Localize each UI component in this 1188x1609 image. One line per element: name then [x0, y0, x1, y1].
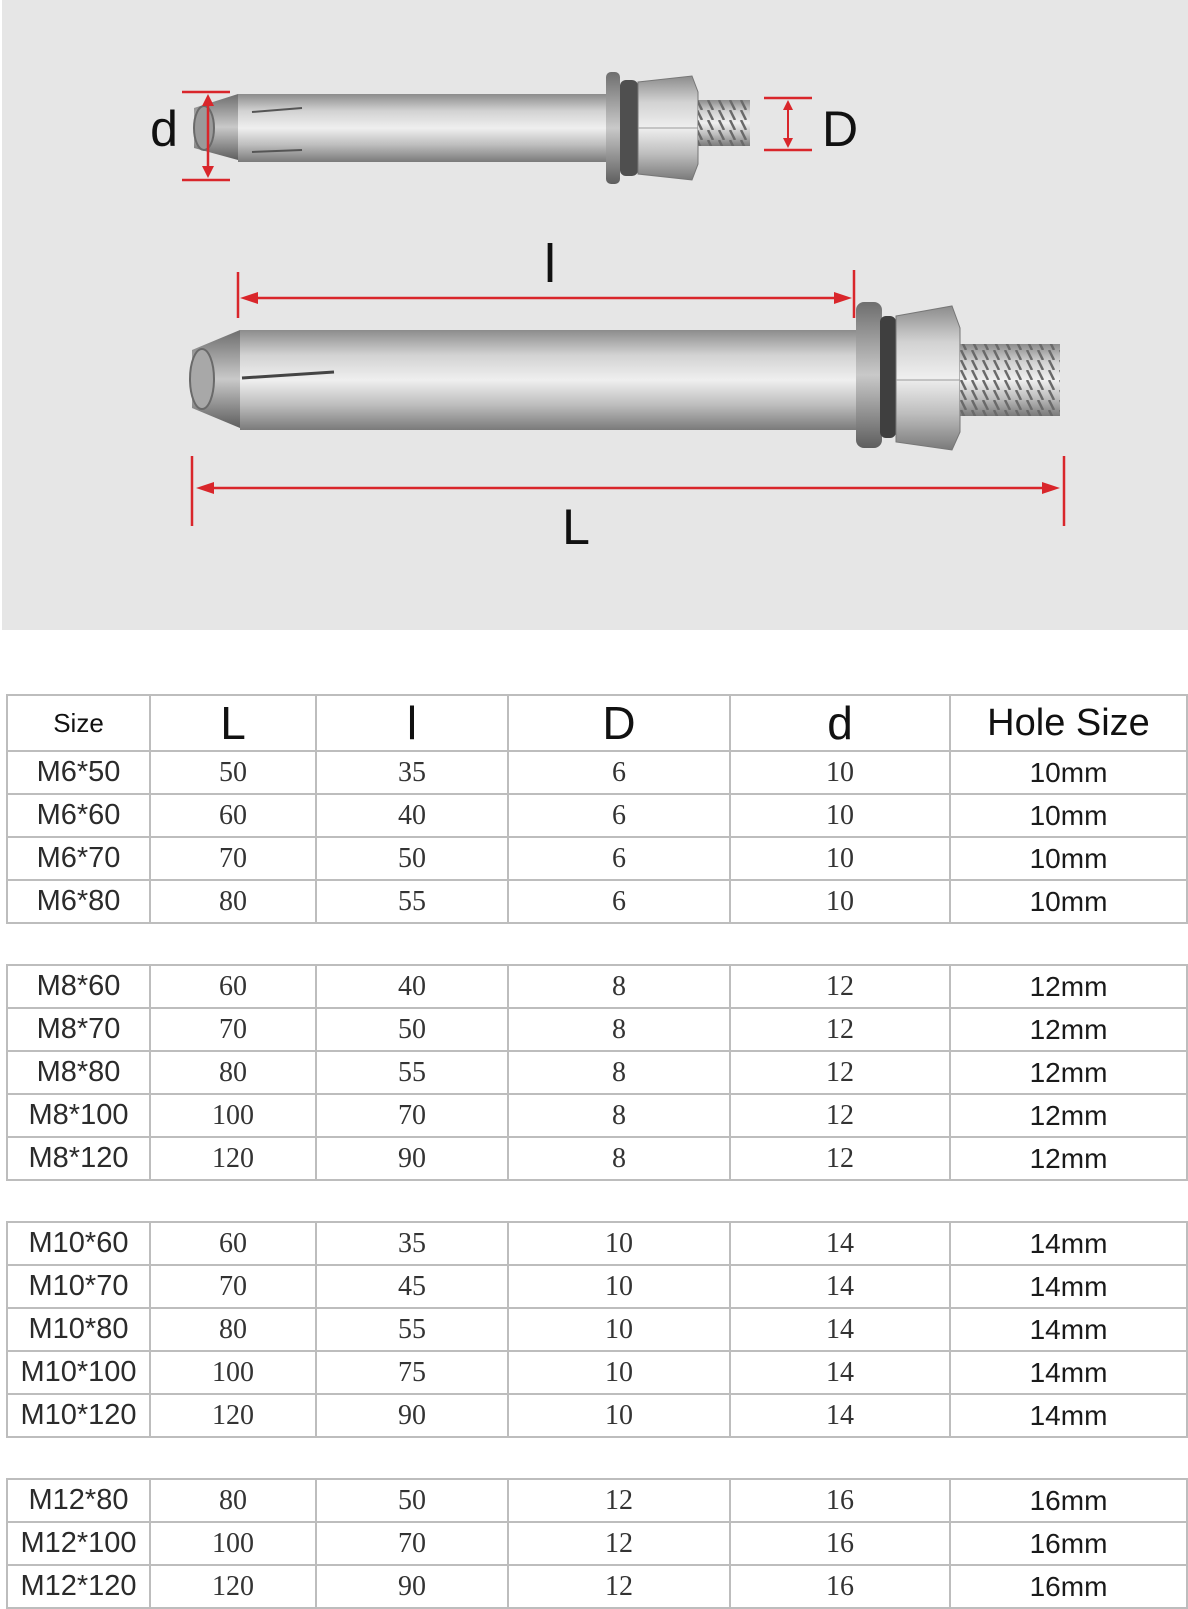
cell-D: 8	[508, 1051, 730, 1094]
cell-l: 40	[316, 794, 508, 837]
table-row	[7, 1565, 1187, 1608]
cell-size: M10*100	[7, 1351, 150, 1394]
group-separator-cell	[7, 1437, 1187, 1479]
cell-l: 40	[316, 965, 508, 1008]
cell-size: M12*120	[7, 1565, 150, 1608]
cell-size: M6*60	[7, 794, 150, 837]
cell-hole-size: 16mm	[950, 1522, 1187, 1565]
cell-l: 55	[316, 1051, 508, 1094]
cell-hole-size: 12mm	[950, 965, 1187, 1008]
cell-L: 80	[150, 1308, 316, 1351]
cell-D: 10	[508, 1222, 730, 1265]
bolt-diagram	[2, 0, 1188, 630]
cell-size: M6*50	[7, 751, 150, 794]
cell-D: 10	[508, 1394, 730, 1437]
large-anchor-bolt-image	[190, 302, 1060, 450]
table-row	[7, 1265, 1187, 1308]
cell-D: 6	[508, 837, 730, 880]
cell-size: M8*60	[7, 965, 150, 1008]
group-separator-cell	[7, 1180, 1187, 1222]
table-row	[7, 1522, 1187, 1565]
cell-size: M8*120	[7, 1137, 150, 1180]
table-row	[7, 1008, 1187, 1051]
cell-l: 35	[316, 1222, 508, 1265]
cell-L: 120	[150, 1394, 316, 1437]
cell-l: 50	[316, 1479, 508, 1522]
cell-size: M12*100	[7, 1522, 150, 1565]
cell-l: 45	[316, 1265, 508, 1308]
cell-L: 70	[150, 837, 316, 880]
cell-hole-size: 10mm	[950, 880, 1187, 923]
cell-d: 12	[730, 965, 950, 1008]
cell-hole-size: 16mm	[950, 1565, 1187, 1608]
table-row	[7, 1308, 1187, 1351]
cell-d: 10	[730, 880, 950, 923]
table-row	[7, 1137, 1187, 1180]
cell-L: 60	[150, 1222, 316, 1265]
dimension-D-label: D	[821, 101, 859, 157]
cell-d: 16	[730, 1522, 950, 1565]
cell-hole-size: 10mm	[950, 794, 1187, 837]
cell-l: 50	[316, 837, 508, 880]
dimension-d-label: d	[150, 101, 178, 157]
cell-d: 12	[730, 1051, 950, 1094]
cell-size: M6*80	[7, 880, 150, 923]
cell-D: 10	[508, 1308, 730, 1351]
cell-size: M12*80	[7, 1479, 150, 1522]
cell-l: 75	[316, 1351, 508, 1394]
dimension-L-marker	[192, 456, 1064, 526]
cell-size: M8*70	[7, 1008, 150, 1051]
cell-size: M10*120	[7, 1394, 150, 1437]
table-row	[7, 1351, 1187, 1394]
cell-d: 12	[730, 1008, 950, 1051]
cell-size: M10*80	[7, 1308, 150, 1351]
cell-d: 10	[730, 794, 950, 837]
cell-hole-size: 14mm	[950, 1265, 1187, 1308]
cell-d: 14	[730, 1394, 950, 1437]
cell-D: 8	[508, 1094, 730, 1137]
cell-L: 120	[150, 1137, 316, 1180]
cell-D: 6	[508, 751, 730, 794]
cell-L: 80	[150, 1479, 316, 1522]
header-l: l	[316, 695, 508, 751]
cell-l: 90	[316, 1565, 508, 1608]
cell-size: M6*70	[7, 837, 150, 880]
cell-l: 35	[316, 751, 508, 794]
table-header-row	[7, 695, 1187, 751]
header-L: L	[150, 695, 316, 751]
table-row	[7, 965, 1187, 1008]
cell-hole-size: 16mm	[950, 1479, 1187, 1522]
cell-d: 12	[730, 1137, 950, 1180]
cell-d: 12	[730, 1094, 950, 1137]
group-separator-row	[7, 1180, 1187, 1222]
cell-l: 90	[316, 1137, 508, 1180]
table-row	[7, 1222, 1187, 1265]
cell-L: 100	[150, 1522, 316, 1565]
cell-L: 70	[150, 1008, 316, 1051]
header-hole-size: Hole Size	[950, 695, 1187, 751]
cell-size: M8*100	[7, 1094, 150, 1137]
cell-D: 8	[508, 965, 730, 1008]
cell-D: 8	[508, 1137, 730, 1180]
cell-size: M10*60	[7, 1222, 150, 1265]
cell-d: 10	[730, 837, 950, 880]
cell-D: 12	[508, 1565, 730, 1608]
header-D: D	[508, 695, 730, 751]
cell-L: 80	[150, 880, 316, 923]
cell-l: 55	[316, 1308, 508, 1351]
cell-d: 14	[730, 1222, 950, 1265]
dimension-l-label: l	[544, 234, 556, 294]
cell-l: 90	[316, 1394, 508, 1437]
cell-d: 16	[730, 1565, 950, 1608]
group-separator-row	[7, 1437, 1187, 1479]
cell-D: 6	[508, 794, 730, 837]
spec-table	[6, 694, 1188, 1609]
table-row	[7, 880, 1187, 923]
cell-l: 55	[316, 880, 508, 923]
cell-hole-size: 14mm	[950, 1351, 1187, 1394]
dimension-L-label: L	[562, 499, 590, 555]
cell-L: 80	[150, 1051, 316, 1094]
cell-hole-size: 12mm	[950, 1051, 1187, 1094]
cell-hole-size: 10mm	[950, 837, 1187, 880]
group-separator-row	[7, 923, 1187, 965]
cell-size: M8*80	[7, 1051, 150, 1094]
cell-L: 70	[150, 1265, 316, 1308]
header-d: d	[730, 695, 950, 751]
cell-hole-size: 12mm	[950, 1094, 1187, 1137]
cell-D: 12	[508, 1479, 730, 1522]
cell-L: 100	[150, 1351, 316, 1394]
cell-hole-size: 14mm	[950, 1394, 1187, 1437]
cell-D: 6	[508, 880, 730, 923]
cell-hole-size: 10mm	[950, 751, 1187, 794]
cell-d: 14	[730, 1308, 950, 1351]
table-row	[7, 794, 1187, 837]
table-row	[7, 1479, 1187, 1522]
cell-l: 50	[316, 1008, 508, 1051]
cell-d: 14	[730, 1265, 950, 1308]
table-row	[7, 751, 1187, 794]
cell-hole-size: 12mm	[950, 1137, 1187, 1180]
cell-D: 12	[508, 1522, 730, 1565]
cell-L: 50	[150, 751, 316, 794]
spec-table-body	[7, 751, 1187, 1608]
cell-d: 16	[730, 1479, 950, 1522]
header-size: Size	[7, 695, 150, 751]
table-row	[7, 1051, 1187, 1094]
cell-L: 100	[150, 1094, 316, 1137]
cell-D: 8	[508, 1008, 730, 1051]
cell-d: 10	[730, 751, 950, 794]
cell-hole-size: 14mm	[950, 1222, 1187, 1265]
cell-D: 10	[508, 1351, 730, 1394]
group-separator-cell	[7, 923, 1187, 965]
cell-d: 14	[730, 1351, 950, 1394]
cell-hole-size: 12mm	[950, 1008, 1187, 1051]
cell-l: 70	[316, 1094, 508, 1137]
dimension-D-marker	[764, 98, 812, 150]
table-row	[7, 1394, 1187, 1437]
cell-hole-size: 14mm	[950, 1308, 1187, 1351]
table-row	[7, 837, 1187, 880]
cell-L: 120	[150, 1565, 316, 1608]
cell-L: 60	[150, 794, 316, 837]
cell-D: 10	[508, 1265, 730, 1308]
cell-size: M10*70	[7, 1265, 150, 1308]
small-anchor-bolt-image	[194, 72, 750, 184]
bolt-diagram-panel	[2, 0, 1188, 630]
table-row	[7, 1094, 1187, 1137]
cell-L: 60	[150, 965, 316, 1008]
cell-l: 70	[316, 1522, 508, 1565]
